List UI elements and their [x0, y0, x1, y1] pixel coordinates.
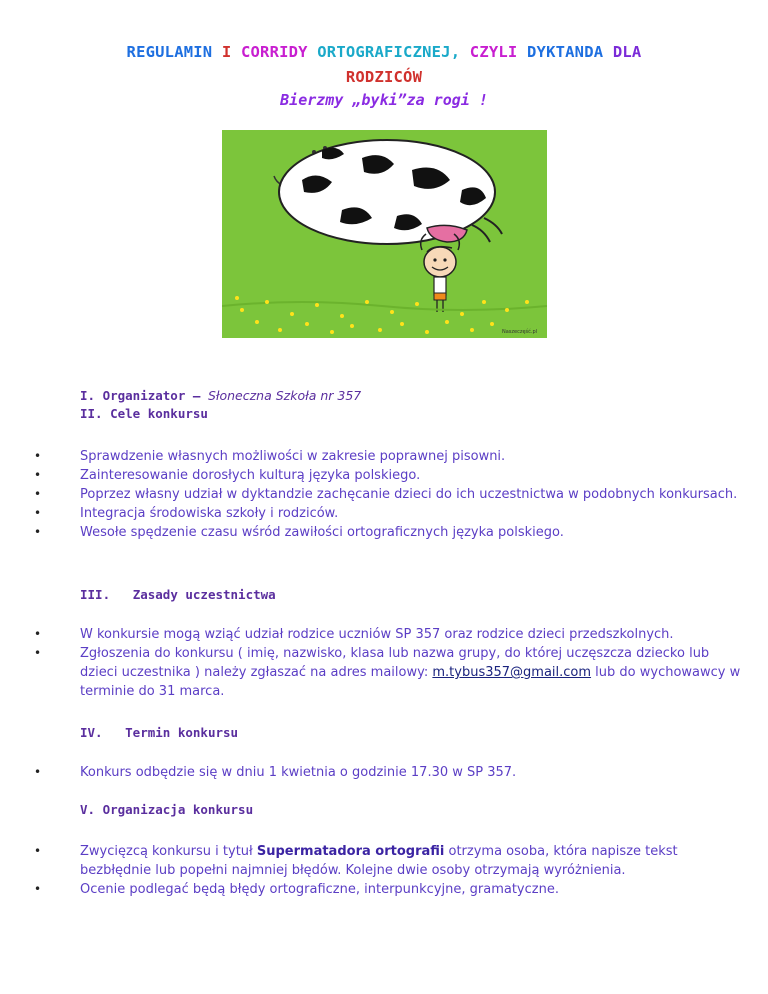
bullet-icon: •	[34, 506, 42, 520]
section-goals-heading	[80, 406, 208, 421]
cow-illustration	[222, 130, 547, 338]
title-word: CORRIDY	[240, 43, 308, 61]
title-word: ORTOGRAFICZNEJ,	[317, 43, 461, 61]
goals-list	[34, 447, 744, 542]
title-word: RODZICÓW	[345, 68, 423, 86]
title-word: DLA	[612, 43, 642, 61]
bullet-icon: •	[34, 487, 42, 501]
section-number: I. Organizator –	[80, 388, 201, 403]
document-title	[40, 40, 728, 90]
bullet-icon: •	[34, 449, 42, 463]
title-word: DYKTANDA	[527, 43, 604, 61]
title-word: I	[221, 43, 232, 61]
document-subtitle: Bierzmy „byki”za rogi !	[280, 91, 488, 109]
list-item: • Wesołe spędzenie czasu wśród zawiłości ortograficznych języka polskiego.	[34, 525, 564, 540]
list-item: • Zwycięzcą konkursu i tytuł Supermatadora ortografii otrzyma osoba, która napisze tekst bezbłędnie lub popełni najmniej błędów. Kolejne dwie osoby otrzymają wyróżnienia.	[34, 844, 678, 878]
bullet-icon: •	[34, 627, 42, 641]
section-number: V. Organizacja konkursu	[80, 802, 254, 817]
email-link[interactable]: m.tybus357@gmail.com	[432, 665, 592, 680]
section-number: IV.	[80, 725, 103, 740]
section-text: Zasady uczestnictwa	[132, 587, 276, 602]
bullet-icon: •	[34, 525, 42, 539]
title-word: REGULAMIN	[126, 43, 213, 61]
list-item: • W konkursie mogą wziąć udział rodzice uczniów SP 357 oraz rodzice dzieci przedszkolnych.	[34, 627, 674, 642]
section-number: III.	[80, 587, 111, 602]
title-word: CZYLI	[469, 43, 518, 61]
signature-text: Naszeczęść.pl	[502, 329, 538, 335]
section-text: Słoneczna Szkoła nr 357	[207, 388, 362, 403]
bullet-icon: •	[34, 765, 42, 779]
section-organizer	[80, 388, 361, 403]
title-highlight: Supermatadora ortografii	[256, 844, 445, 859]
list-item: • Sprawdzenie własnych możliwości w zakresie poprawnej pisowni.	[34, 449, 506, 464]
term-list	[34, 763, 744, 782]
bullet-icon: •	[34, 844, 42, 858]
bullet-icon: •	[34, 882, 42, 896]
bullet-icon: •	[34, 646, 42, 660]
list-item: • Zgłoszenia do konkursu ( imię, nazwisko, klasa lub nazwa grupy, do której uczęszcza dziecko lub dzieci uczestnika ) należy zgłaszać na adres mailowy: m.tybus357@gmail.com lub do wychowawcy w terminie do 31 marca.	[34, 646, 741, 699]
organization-list	[34, 842, 744, 899]
list-item: • Ocenie podlegać będą błędy ortograficzne, interpunkcyjne, gramatyczne.	[34, 882, 559, 897]
rules-list	[34, 625, 744, 701]
section-rules-heading	[80, 587, 276, 602]
list-item: • Konkurs odbędzie się w dniu 1 kwietnia o godzinie 17.30 w SP 357.	[34, 765, 517, 780]
bullet-icon: •	[34, 468, 42, 482]
section-number: II. Cele konkursu	[80, 406, 208, 421]
section-text: Termin konkursu	[125, 725, 239, 740]
section-organization-heading	[80, 802, 253, 817]
section-term-heading	[80, 725, 238, 740]
list-item: • Integracja środowiska szkoły i rodziców.	[34, 506, 339, 521]
list-item: • Poprzez własny udział w dyktandzie zachęcanie dzieci do ich uczestnictwa w podobnych konkursach.	[34, 487, 738, 502]
list-item: • Zainteresowanie dorosłych kulturą języka polskiego.	[34, 468, 421, 483]
